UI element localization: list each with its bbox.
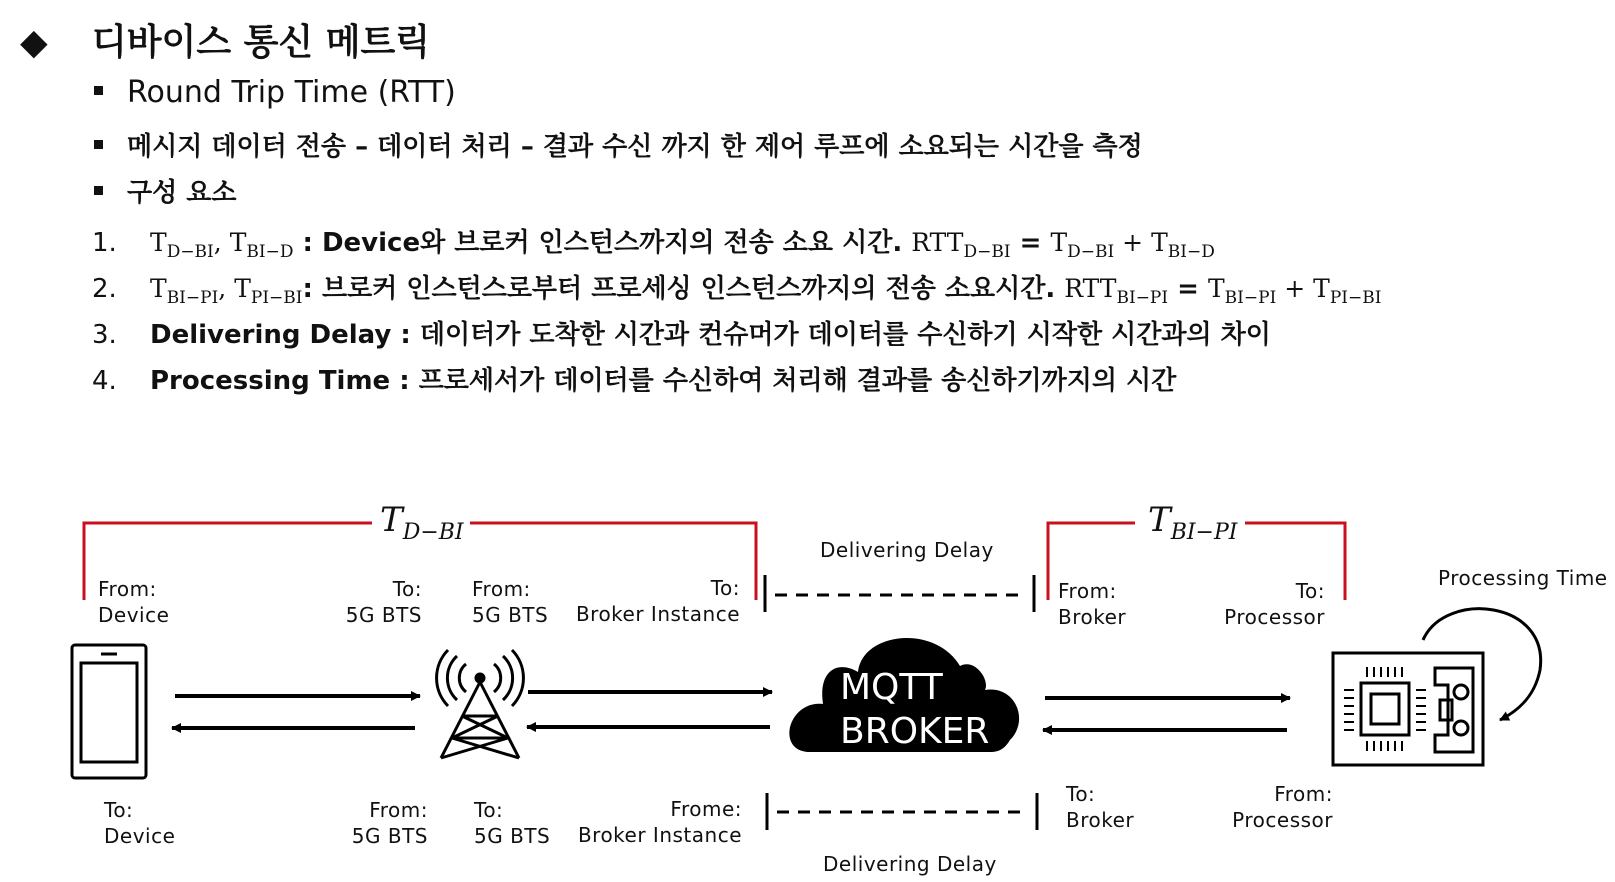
diamond-bullet-icon: ◆ [20, 22, 48, 63]
label-from-processor: From: Processor [1232, 782, 1333, 832]
bullet-description: 메시지 데이터 전송 – 데이터 처리 – 결과 수신 까지 한 제어 루프에 소요되는 시간을 측정 [94, 126, 1143, 163]
label-to-bts: To: 5G BTS [345, 577, 422, 627]
label-to-processor: To: Processor [1224, 579, 1325, 629]
bullet-rtt: Round Trip Time (RTT) [94, 75, 456, 110]
t-d-bi-label: $T_{D-BI}$ [380, 500, 464, 545]
cell-tower-icon [437, 650, 524, 758]
list-item-2: 2. $T_{BI-PI}$, $T_{PI-BI}$: 브로커 인스턴스로부터 프로세싱 인스턴스까지의 전송 소요시간. $RTT_{BI-PI} = T_{BI-PI} + T_{PI-BI}$ [92, 274, 1382, 308]
transmission-arrows [172, 692, 1290, 730]
label-from-bts-bottom: From: 5G BTS [351, 798, 428, 848]
label-from-bts: From: 5G BTS [472, 577, 549, 627]
t-bi-pi-label: $T_{BI-PI}$ [1148, 500, 1238, 545]
label-delivering-delay-bottom: Delivering Delay [823, 852, 997, 876]
list-item-4: 4. Processing Time : 프로세서가 데이터를 수신하여 처리해 결과를 송신하기까지의 시간 [92, 366, 1177, 396]
label-from-device: From: Device [98, 577, 170, 627]
page-title: ◆ 디바이스 통신 메트릭 [20, 22, 431, 63]
circuit-board-icon [1333, 653, 1483, 765]
label-delivering-delay-top: Delivering Delay [820, 538, 994, 562]
label-to-device: To: Device [104, 798, 176, 848]
label-to-bts-bottom: To: 5G BTS [474, 798, 551, 848]
label-frome-broker-instance: Frome: Broker Instance [577, 797, 742, 847]
bullet-components: 구성 요소 [94, 172, 237, 209]
list-item-1: 1. $T_{D-BI}$, $T_{BI-D}$ : Device와 브로커 인스턴스까지의 전송 소요 시간. $RTT_{D-BI} = T_{D-BI} + T_{BI-D}$ [92, 228, 1215, 262]
list-item-3: 3. Delivering Delay : 데이터가 도착한 시간과 컨슈머가 데이터를 수신하기 시작한 시간과의 차이 [92, 320, 1271, 350]
label-processing-time: Processing Time [1438, 566, 1608, 590]
label-to-broker-instance: To: Broker Instance [575, 576, 740, 626]
delivering-delay-bottom [767, 793, 1037, 830]
phone-icon [72, 645, 146, 778]
broker-label: MQTT BROKER [840, 667, 990, 752]
label-from-broker: From: Broker [1058, 579, 1127, 629]
label-to-broker: To: Broker [1066, 782, 1135, 832]
delivering-delay-top [765, 575, 1034, 612]
